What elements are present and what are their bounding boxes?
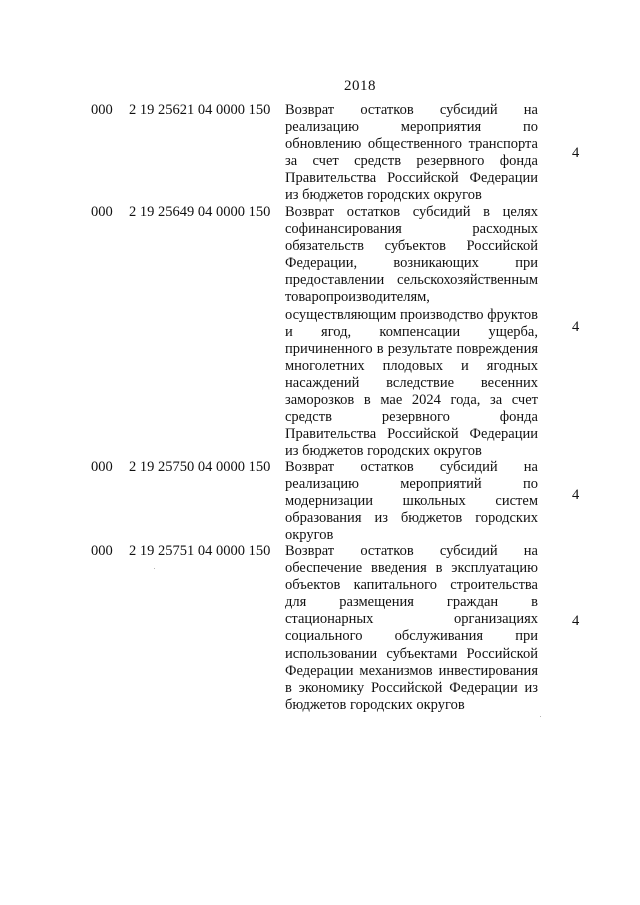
amount-value: 4 [572, 319, 580, 335]
description-line: Возврат остатков субсидий на [285, 459, 538, 475]
budget-classification-code: 2 19 25649 04 0000 150 [129, 204, 271, 220]
description-line: бюджетов городских округов [285, 696, 465, 713]
description-line: стационарных организациях [285, 611, 538, 628]
description-line: обеспечение введения в эксплуатацию [285, 560, 538, 577]
description-line: Правительства Российской Федерации [285, 170, 538, 187]
description-line: из бюджетов городских округов [285, 443, 482, 460]
scan-speck [154, 568, 155, 569]
description-line: Возврат остатков субсидий на [285, 543, 538, 559]
description-line: товаропроизводителям, [285, 289, 430, 306]
amount-value: 4 [572, 613, 580, 629]
description-line: и ягод, компенсации ущерба, [285, 323, 538, 340]
description-line: в экономику Российской Федерации из [285, 679, 538, 696]
description-line: Федерации механизмов инвестирования [285, 662, 538, 679]
scan-speck [540, 716, 541, 717]
description-line: Правительства Российской Федерации [285, 426, 538, 443]
admin-code: 000 [91, 204, 113, 220]
description-line: насаждений вследствие весенних [285, 374, 538, 391]
admin-code: 000 [91, 102, 113, 118]
income-description [285, 543, 538, 714]
description-line: причиненного в результате повреждения [285, 340, 538, 357]
description-line: для размещения граждан в [285, 594, 538, 611]
description-line: заморозков в мае 2024 года, за счет [285, 392, 538, 409]
admin-code: 000 [91, 459, 113, 475]
description-line: многолетних плодовых и ягодных [285, 357, 538, 374]
amount-value: 4 [572, 487, 580, 503]
description-line: реализацию мероприятия по [285, 119, 538, 136]
admin-code: 000 [91, 543, 113, 559]
description-line: софинансирования расходных [285, 221, 538, 238]
description-line: Возврат остатков субсидий на [285, 102, 538, 118]
description-line: Федерации, возникающих при [285, 255, 538, 272]
budget-classification-code: 2 19 25750 04 0000 150 [129, 459, 271, 475]
description-line: из бюджетов городских округов [285, 187, 482, 204]
description-line: объектов капитального строительства [285, 577, 538, 594]
description-line: осуществляющим производство фруктов [285, 306, 538, 323]
description-line: обязательств субъектов Российской [285, 238, 538, 255]
income-description [285, 102, 538, 205]
description-line: Возврат остатков субсидий в целях [285, 204, 538, 220]
description-line: модернизации школьных систем [285, 493, 538, 510]
description-line: обновлению общественного транспорта [285, 136, 538, 153]
description-line: округов [285, 527, 334, 544]
budget-classification-code: 2 19 25751 04 0000 150 [129, 543, 271, 559]
budget-classification-code: 2 19 25621 04 0000 150 [129, 102, 271, 118]
amount-value: 4 [572, 145, 580, 161]
income-description [285, 459, 538, 544]
description-line: за счет средств резервного фонда [285, 153, 538, 170]
income-description [285, 204, 538, 460]
description-line: использовании субъектами Российской [285, 645, 538, 662]
page-number: 2018 [344, 78, 376, 94]
description-line: реализацию мероприятий по [285, 476, 538, 493]
description-line: предоставлении сельскохозяйственным [285, 272, 538, 289]
description-line: средств резервного фонда [285, 409, 538, 426]
description-line: социального обслуживания при [285, 628, 538, 645]
description-line: образования из бюджетов городских [285, 510, 538, 527]
